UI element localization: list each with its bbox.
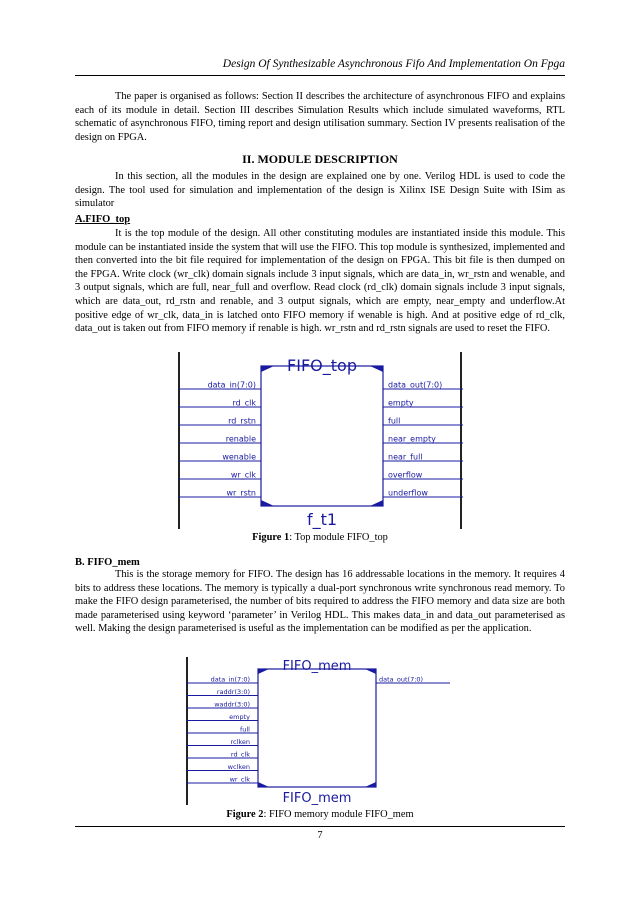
bottom-label: FIFO_mem (282, 791, 352, 805)
figure-1-label: Figure 1 (252, 532, 290, 543)
output-port-label: empty (388, 398, 414, 408)
output-port-label: data_out(7:0) (388, 380, 443, 390)
input-port-label: rclken (230, 738, 250, 746)
block-title: FIFO_mem (282, 659, 352, 674)
input-port-label: full (239, 725, 250, 734)
footer-rule (75, 826, 565, 827)
input-port-label: rd_clk (230, 750, 250, 759)
instance-name: f_t1 (306, 510, 338, 529)
section-title: II. MODULE DESCRIPTION (242, 152, 398, 166)
figure-1-caption-text: : Top module FIFO_top (289, 532, 388, 543)
section-intro: In this section, all the modules in the design are explained one by one. Verilog HDL is used to code the design. The tool used for simulation and implementation of the design is Xilinx ISE Design Suite with ISim as simulator (75, 171, 565, 210)
intro-paragraph: The paper is organised as follows: Section II describes the architecture of asynchronous FIFO and explains each of its module in detail. Section III describes Simulation Results which include simulated waveforms, RTL schematic of asynchronous FIFO, timing report and design utilisation summary. Section IV presents realisation of the design on FPGA. (75, 91, 565, 143)
input-port-label: data_in(7:0) (210, 675, 250, 684)
input-port-label: wr_clk (229, 775, 250, 784)
running-header: Design Of Synthesizable Asynchronous Fifo And Implementation On Fpga (222, 58, 565, 70)
output-port-label: near_empty (388, 434, 436, 444)
fifo-mem-schematic (186, 657, 450, 805)
block-title: FIFO_top (287, 356, 357, 375)
input-port-label: data_in(7:0) (207, 380, 256, 390)
input-port-label: wenable (222, 452, 256, 462)
input-port-label: wr_rstn (226, 488, 256, 498)
input-port-label: rd_clk (232, 398, 256, 408)
figure-2-diagram (186, 657, 450, 805)
figure-2-caption-text: : FIFO memory module FIFO_mem (263, 809, 414, 820)
input-port-label: renable (225, 434, 256, 444)
figure-2-caption (75, 809, 565, 820)
input-port-label: raddr(3:0) (216, 688, 250, 696)
output-port-label: underflow (388, 488, 428, 498)
input-port-label: waddr(3:0) (214, 700, 250, 709)
input-port-label: wclken (227, 763, 250, 771)
figure-1-caption (75, 532, 565, 543)
input-port-label: empty (229, 713, 250, 721)
subheading-fifo-mem: B. FIFO_mem (75, 557, 140, 568)
fifo-top-paragraph: It is the top module of the design. All other constituting modules are instantiated inside this module. This module can be instantiated inside the system that will use the FIFO. This top module is synthesized, implemented and then converted into the bit file required for implementation of the design on FPGA. This bit file is then dumped on the FPGA. Write clock (wr_clk) domain signals include 3 input signals, which are data_in, wr_rstn and wenable, and 3 output signals, which are full, near_full and overflow. Read clock (rd_clk) domain signals include 3 input signals, which are data_out, rd_rstn and renable, and 3 output signals, which are empty, near_empty and underflow.At positive edge of wr_clk, data_in is latched onto FIFO memory if wenable is high. And at positive edge of rd_clk, data_out is taken out from FIFO memory if renable is high. wr_rstn and rd_rstn signals are used to reset the FIFO. (75, 228, 565, 335)
input-port-label: wr_clk (230, 470, 256, 480)
output-port-label: data_out(7:0) (379, 675, 424, 684)
output-port-label: full (388, 416, 401, 426)
output-port-label: overflow (388, 470, 423, 480)
output-port-label: near_full (388, 452, 423, 462)
figure-1-diagram (178, 352, 463, 529)
fifo-mem-paragraph: This is the storage memory for FIFO. The design has 16 addressable locations in the memory. It requires 4 bits to address these locations. The memory is typically a dual-port synchronous write synchronous read memory. To make the FIFO design parameterised, the number of bits required to address the FIFO memory and data size are both made parameterised using keyword ‘parameter’ in Verilog HDL. This makes data_in and data_out parameterised as well. Making the design parameterised is useful as the implementation can be modified as per the application. (75, 569, 565, 635)
figure-2-label: Figure 2 (226, 809, 264, 820)
header-rule (75, 75, 565, 76)
subheading-fifo-top: A.FIFO_top (75, 214, 131, 225)
fifo-top-schematic (178, 352, 463, 529)
page-number: 7 (317, 830, 323, 841)
input-port-label: rd_rstn (228, 416, 256, 426)
